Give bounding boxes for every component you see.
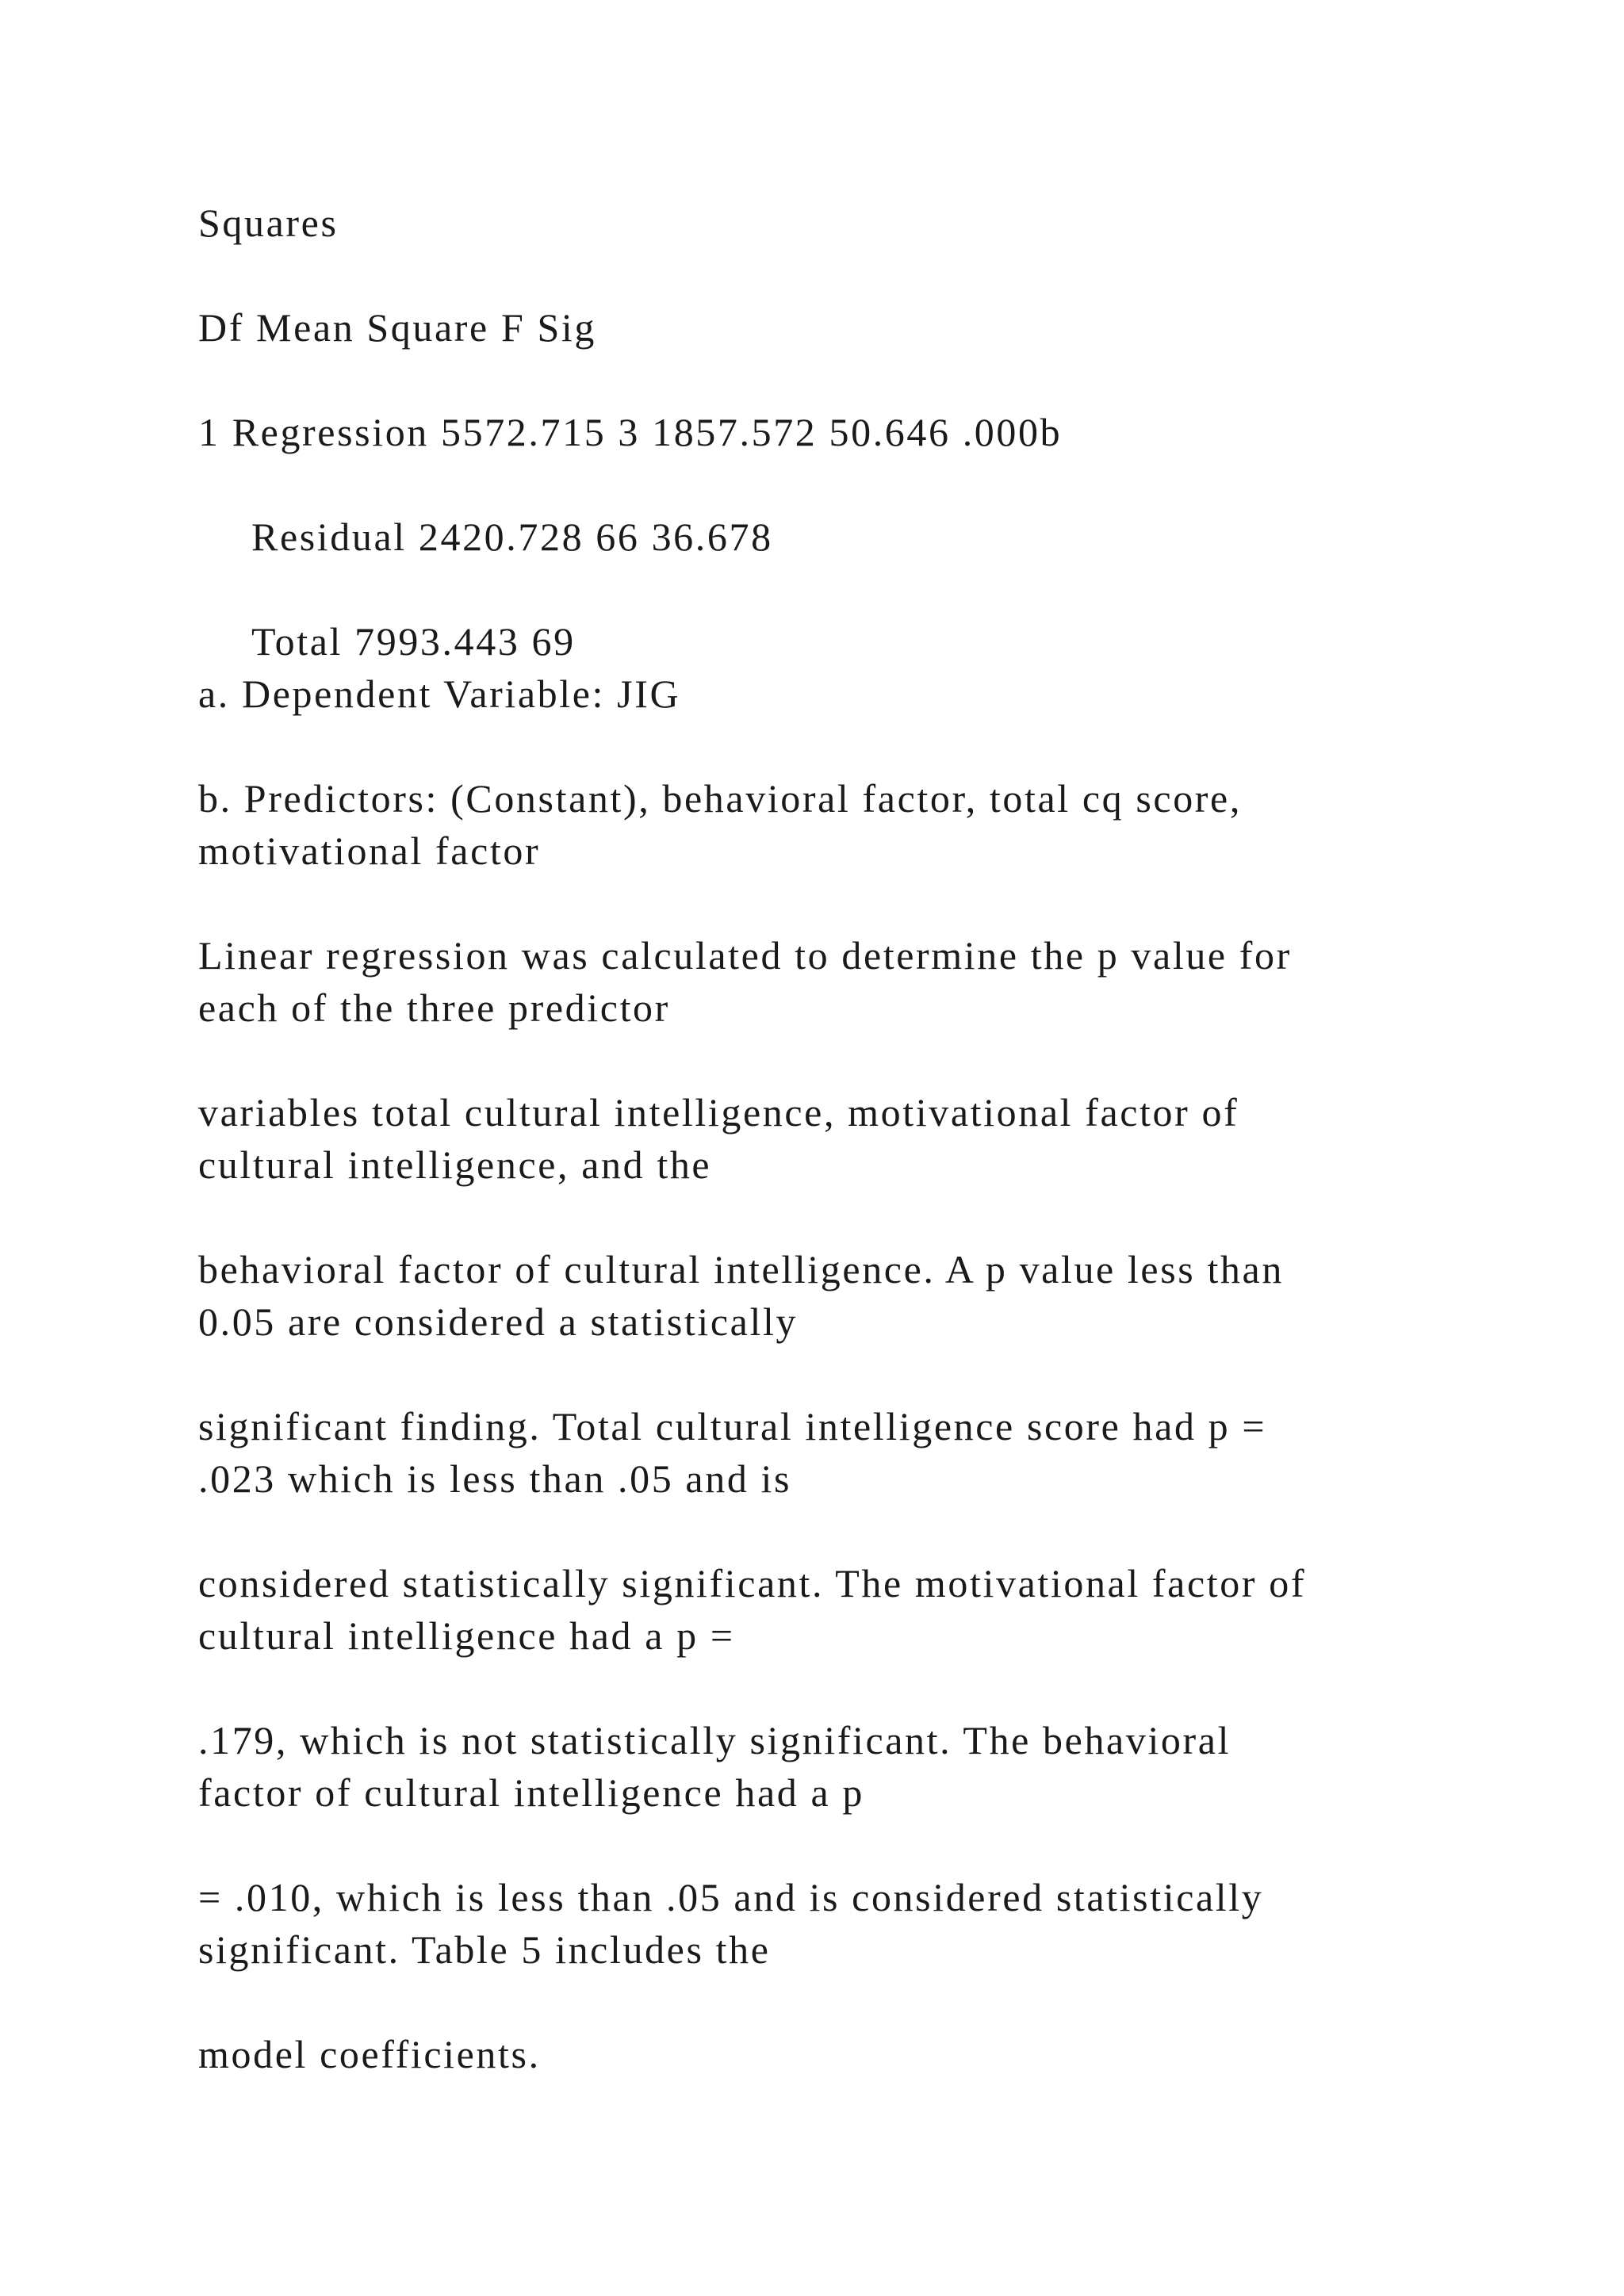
body-text-line: cultural intelligence had a p = [198, 1613, 735, 1658]
body-text-line: cultural intelligence, and the [198, 1142, 712, 1187]
table-row-residual: Residual 2420.728 66 36.678 [251, 515, 773, 559]
body-text-line: behavioral factor of cultural intelligence. A p value less than [198, 1247, 1284, 1292]
footnote-predictors: b. Predictors: (Constant), behavioral factor, total cq score, [198, 776, 1242, 821]
body-text-line: .179, which is not statistically significant. The behavioral [198, 1718, 1231, 1762]
body-text-line: factor of cultural intelligence had a p [198, 1770, 864, 1815]
body-text-line: = .010, which is less than .05 and is considered statistically [198, 1875, 1264, 1919]
body-text-line: model coefficients. [198, 2032, 541, 2076]
body-text-line: considered statistically significant. The motivational factor of [198, 1561, 1307, 1605]
footnote-dependent-variable: a. Dependent Variable: JIG [198, 672, 681, 716]
body-text-line: .023 which is less than .05 and is [198, 1456, 792, 1501]
table-header-line: Squares [198, 201, 339, 245]
footnote-predictors-continued: motivational factor [198, 828, 541, 873]
body-text-line: significant. Table 5 includes the [198, 1927, 771, 1972]
table-header-line: Df Mean Square F Sig [198, 305, 596, 350]
body-text-line: significant finding. Total cultural intelligence score had p = [198, 1404, 1267, 1448]
body-text-line: 0.05 are considered a statistically [198, 1299, 799, 1344]
body-text-line: variables total cultural intelligence, motivational factor of [198, 1090, 1239, 1135]
table-row-total: Total 7993.443 69 [251, 619, 576, 664]
table-row-regression: 1 Regression 5572.715 3 1857.572 50.646 .000b [198, 410, 1063, 454]
body-text-line: Linear regression was calculated to determine the p value for [198, 933, 1292, 978]
body-text-line: each of the three predictor [198, 985, 670, 1030]
